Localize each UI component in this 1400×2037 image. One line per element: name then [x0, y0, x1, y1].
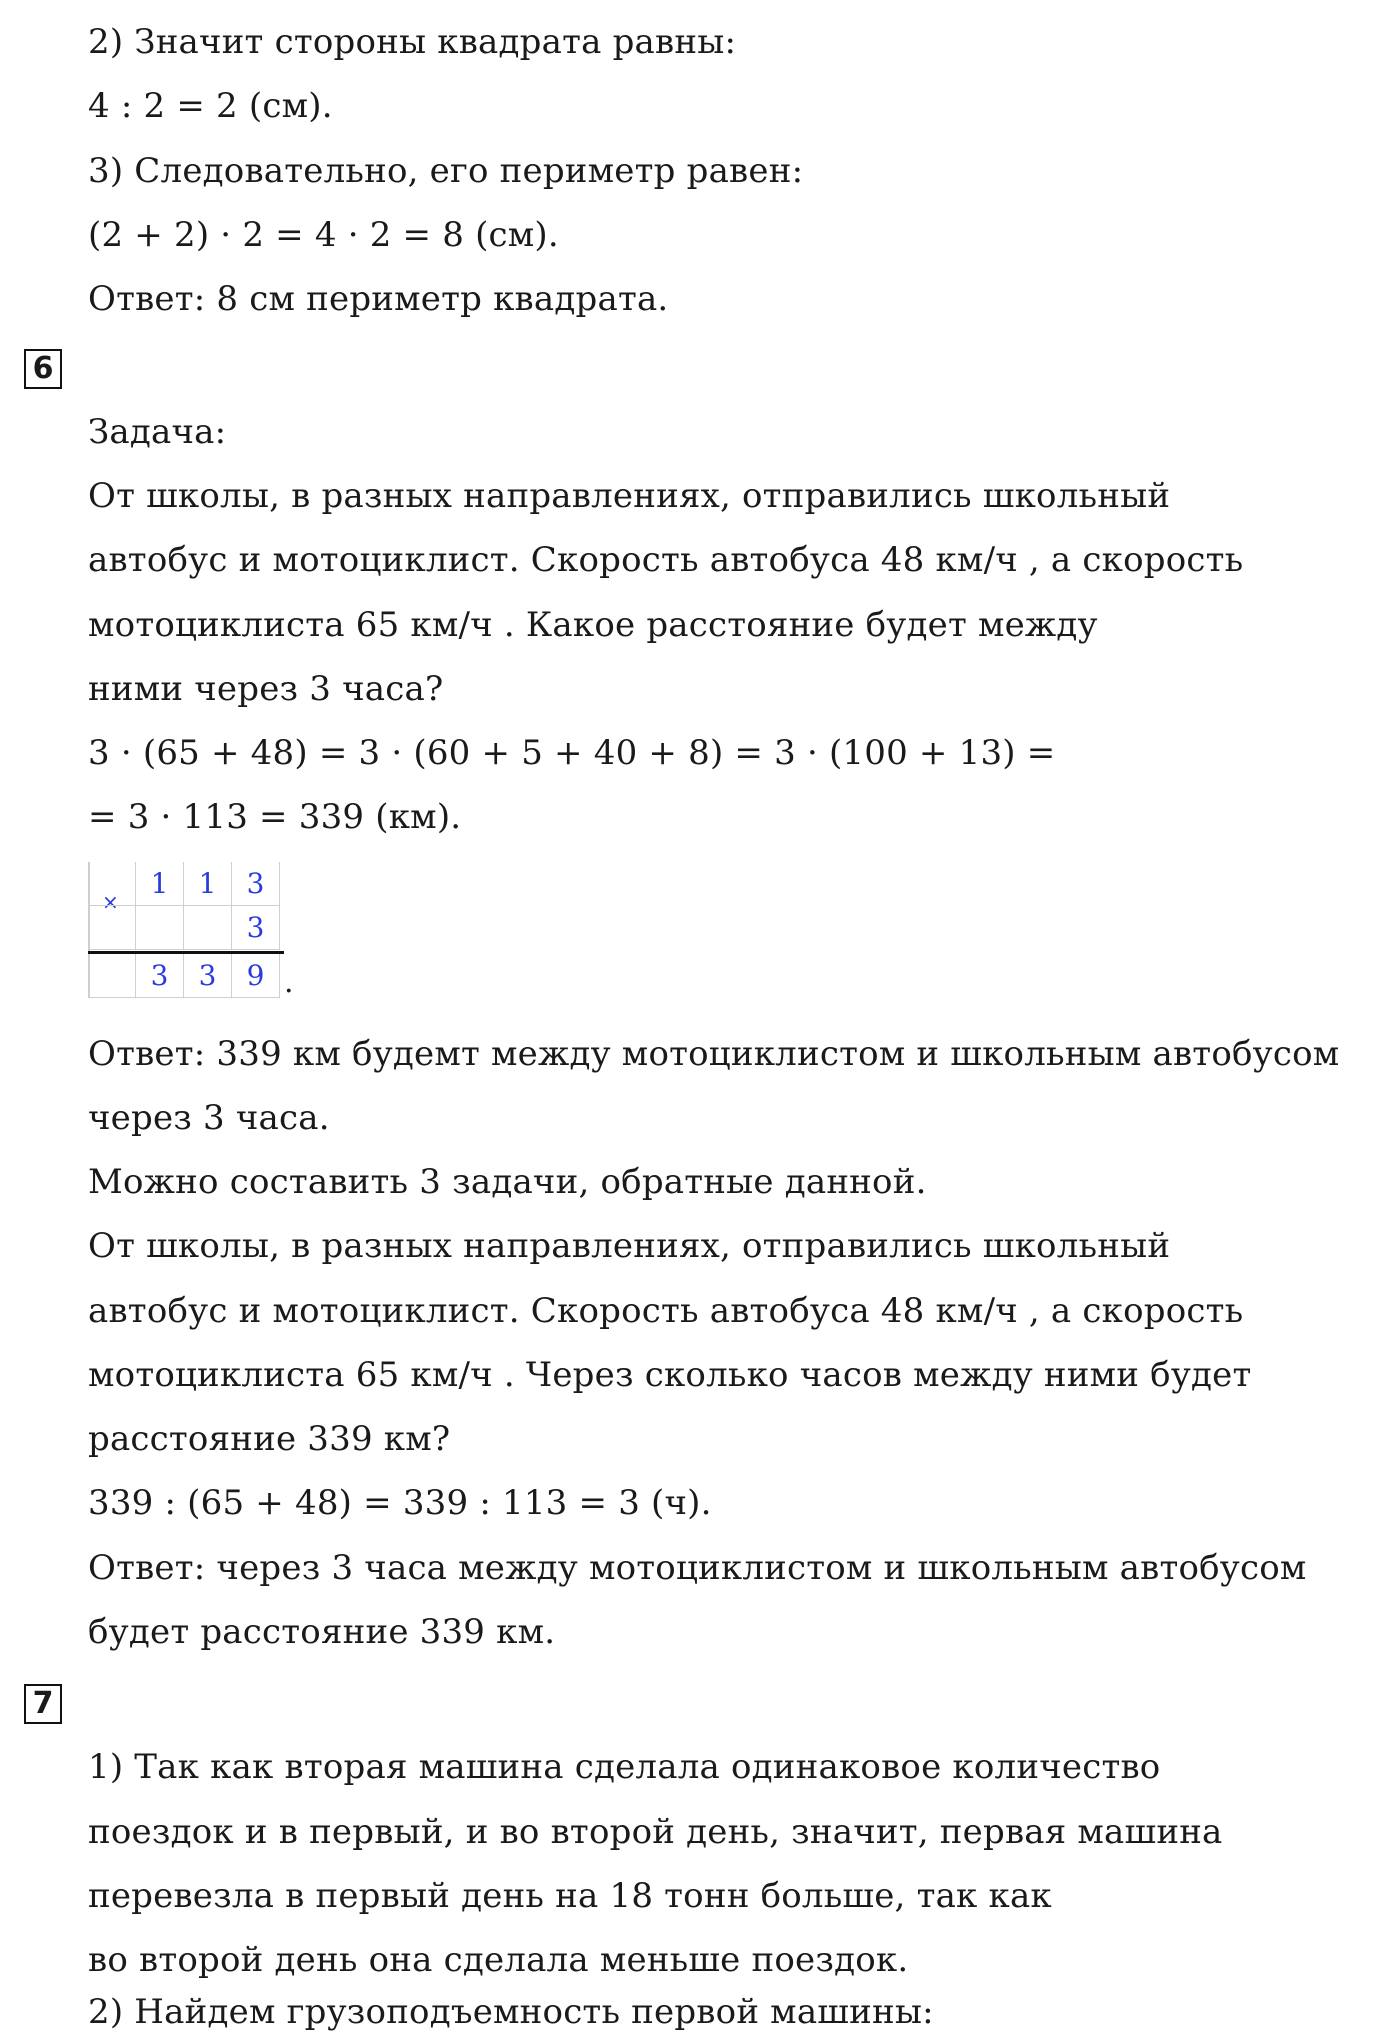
text-line: во второй день она сделала меньше поездок.: [88, 1940, 909, 1980]
text-line: От школы, в разных направлениях, отправились школьный: [88, 1226, 1171, 1266]
grid-cell: [88, 906, 136, 950]
grid-digit: [136, 906, 184, 950]
grid-digit: 3: [232, 862, 280, 906]
text-line: мотоциклиста 65 км/ч . Какое расстояние будет между: [88, 605, 1098, 645]
grid-digit: 9: [232, 954, 280, 998]
text-line: 2) Значит стороны квадрата равны:: [88, 22, 737, 62]
text-line: 1) Так как вторая машина сделала одинаковое количество: [88, 1747, 1161, 1787]
text-line: мотоциклиста 65 км/ч . Через сколько часов между ними будет: [88, 1355, 1252, 1395]
text-line: 4 : 2 = 2 (см).: [88, 86, 333, 126]
equation-line: = 3 · 113 = 339 (км).: [88, 797, 462, 837]
text-line: Ответ: через 3 часа между мотоциклистом и школьным автобусом: [88, 1548, 1307, 1588]
text-line: поездок и в первый, и во второй день, значит, первая машина: [88, 1812, 1223, 1852]
text-line: автобус и мотоциклист. Скорость автобуса 48 км/ч , а скорость: [88, 1291, 1244, 1331]
column-multiplication: [88, 862, 284, 998]
text-line: через 3 часа.: [88, 1098, 330, 1138]
text-line: Ответ: 339 км будемт между мотоциклистом и школьным автобусом: [88, 1034, 1340, 1074]
task-number-box: 6: [24, 349, 62, 389]
text-line: Можно составить 3 задачи, обратные данной.: [88, 1162, 927, 1202]
text-line: Задача:: [88, 412, 227, 452]
text-line: автобус и мотоциклист. Скорость автобуса 48 км/ч , а скорость: [88, 540, 1244, 580]
text-line: будет расстояние 339 км.: [88, 1612, 556, 1652]
text-line: перевезла в первый день на 18 тонн больше, так как: [88, 1876, 1052, 1916]
grid-digit: 1: [136, 862, 184, 906]
text-line: ними через 3 часа?: [88, 669, 444, 709]
grid-digit: 3: [184, 954, 232, 998]
grid-digit: 3: [136, 954, 184, 998]
trailing-period: .: [284, 965, 294, 1000]
task-number-box: 7: [24, 1684, 62, 1724]
multiply-sign-icon: ×: [102, 890, 119, 914]
text-line: 3) Следовательно, его периметр равен:: [88, 151, 804, 191]
result-divider: [88, 951, 284, 954]
text-line: расстояние 339 км?: [88, 1419, 451, 1459]
text-line: Ответ: 8 см периметр квадрата.: [88, 279, 669, 319]
grid-cell: [88, 862, 136, 906]
grid-digit: 1: [184, 862, 232, 906]
text-line: От школы, в разных направлениях, отправились школьный: [88, 476, 1171, 516]
grid-cell: [88, 954, 136, 998]
text-line: 2) Найдем грузоподъемность первой машины:: [88, 1992, 934, 2032]
grid-digit: [184, 906, 232, 950]
text-line: (2 + 2) · 2 = 4 · 2 = 8 (см).: [88, 215, 559, 255]
grid-digit: 3: [232, 906, 280, 950]
equation-line: 3 · (65 + 48) = 3 · (60 + 5 + 40 + 8) = 3 · (100 + 13) =: [88, 733, 1056, 773]
equation-line: 339 : (65 + 48) = 339 : 113 = 3 (ч).: [88, 1483, 712, 1523]
